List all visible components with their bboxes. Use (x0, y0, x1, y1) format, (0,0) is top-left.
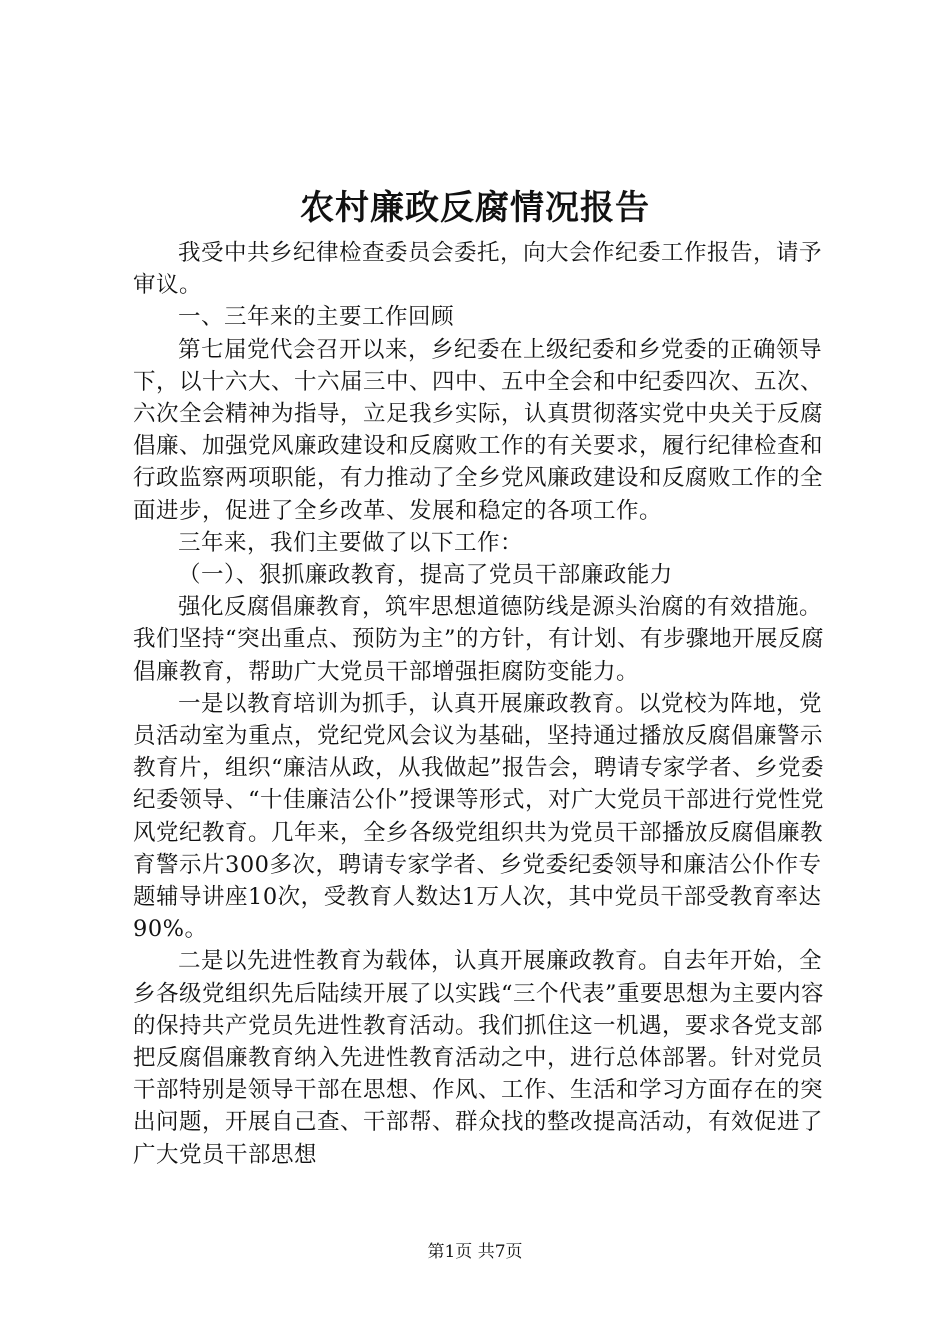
paragraph: 三年来，我们主要做了以下工作： (178, 529, 524, 556)
paragraph: 一是以教育培训为抓手，认真开展廉政教育。以党校为阵地，党员活动室为重点，党纪党风会议为基础，坚持通过播放反腐倡廉警示教育片，组织“廉洁从政，从我做起”报告会，聘请专家学者、乡党委纪委领导、“十佳廉洁公仆”授课等形式，对广大党员干部进行党性党风党纪教育。几年来，全乡各级党组织共为党员干部播放反腐倡廉教育警示片300多次，聘请专家学者、乡党委纪委领导和廉洁公仆作专题辅导讲座10次，受教育人数达1万人次，其中党员干部受教育率达90%。 (133, 690, 825, 943)
paragraph: 强化反腐倡廉教育，筑牢思想道德防线是源头治腐的有效措施。我们坚持“突出重点、预防为主”的方针，有计划、有步骤地开展反腐倡廉教育，帮助广大党员干部增强拒腐防变能力。 (133, 594, 825, 685)
section-heading: 一、三年来的主要工作回顾 (178, 304, 455, 331)
document-body (133, 237, 833, 1171)
subsection-heading: （一）、狠抓廉政教育，提高了党员干部廉政能力 (178, 562, 673, 589)
paragraph: 二是以先进性教育为载体，认真开展廉政教育。自去年开始，全乡各级党组织先后陆续开展了以实践“三个代表”重要思想为主要内容的保持共产党员先进性教育活动。我们抓住这一机遇，要求各党支部把反腐倡廉教育纳入先进性教育活动之中，进行总体部署。针对党员干部特别是领导干部在思想、作风、工作、生活和学习方面存在的突出问题，开展自己查、干部帮、群众找的整改提高活动，有效促进了广大党员干部思想 (133, 948, 825, 1168)
page-number-footer: 第1页 共7页 (427, 1242, 523, 1262)
paragraph: 第七届党代会召开以来，乡纪委在上级纪委和乡党委的正确领导下，以十六大、十六届三中、四中、五中全会和中纪委四次、五次、六次全会精神为指导，立足我乡实际，认真贯彻落实党中央关于反腐倡廉、加强党风廉政建设和反腐败工作的有关要求，履行纪律检查和行政监察两项职能，有力推动了全乡党风廉政建设和反腐败工作的全面进步，促进了全乡改革、发展和稳定的各项工作。 (133, 336, 824, 524)
document-title: 农村廉政反腐情况报告 (300, 188, 650, 228)
paragraph-intro: 我受中共乡纪律检查委员会委托，向大会作纪委工作报告，请予审议。 (133, 240, 823, 299)
